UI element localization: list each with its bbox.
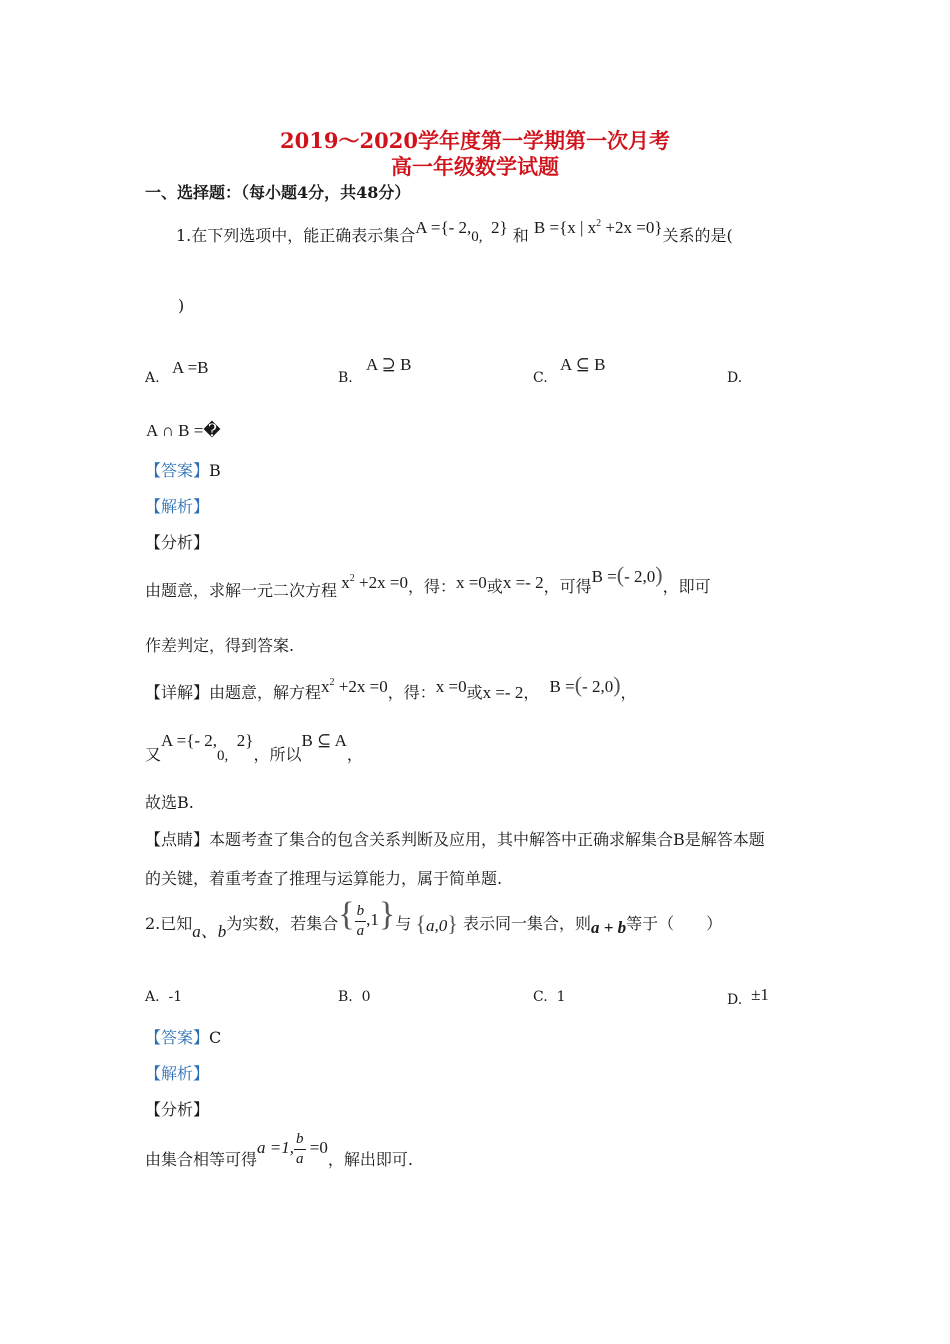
q2-variables: a、b	[192, 922, 227, 941]
page-title-line2: 高一年级数学试题	[391, 154, 559, 179]
q1-option-b-label: B.	[338, 370, 353, 386]
q2-option-a	[145, 989, 182, 1005]
option-label: D.	[727, 992, 743, 1008]
quadratic-equation	[321, 677, 388, 696]
answer-tag: 【答案】	[145, 1028, 210, 1047]
detail-text: ，得：	[387, 683, 436, 702]
q1-set-b	[534, 218, 663, 237]
comma: ，	[346, 745, 363, 764]
q1-conclusion: 故选B.	[145, 793, 194, 812]
q2-set1	[338, 896, 396, 939]
right-paren: )	[613, 672, 621, 697]
left-paren: (	[574, 672, 583, 697]
q1-answer	[145, 458, 221, 481]
fraction-denominator: a	[356, 922, 365, 939]
q1-close-paren: )	[178, 296, 185, 315]
condition-expression	[257, 1131, 328, 1167]
root-zero: x =0	[455, 573, 487, 592]
left-paren: (	[616, 562, 625, 587]
fenxi-text: 由集合相等可得	[145, 1150, 258, 1170]
option-label: A.	[145, 989, 160, 1005]
fenxi-text: ，可得	[543, 577, 592, 596]
set-a-part2: 0,	[217, 748, 229, 764]
fraction-denominator: a	[296, 1151, 304, 1167]
q1-stem	[176, 215, 733, 245]
analysis-tag: 【解析】	[145, 497, 210, 516]
or-text: 或	[466, 683, 483, 702]
q1-option-a-label: A.	[145, 370, 160, 386]
set-a-part3: 2}	[236, 731, 254, 750]
q1-set-a-part3: 2}	[491, 218, 508, 237]
q1-set-a-part1: A ={- 2,	[415, 218, 472, 237]
fenxi-text: ，即可	[662, 577, 711, 596]
q1-fenxi-line1	[145, 562, 711, 600]
right-brace: }	[447, 911, 458, 936]
q2-stem-text: 表示同一集合，则	[462, 914, 591, 933]
q2-set2	[411, 911, 458, 936]
q1-option-c-label: C.	[533, 370, 548, 386]
option-value: -1	[168, 989, 183, 1005]
root-neg-two: x =- 2	[482, 683, 524, 702]
left-brace: {	[415, 911, 427, 936]
suoyi-text: ，所以	[253, 745, 302, 764]
set-b-result	[591, 562, 663, 587]
fraction-b-over-a	[355, 904, 367, 939]
q2-stem-suffix: 等于（ ）	[626, 914, 723, 933]
q1-option-d-math: A ∩ B =�	[146, 421, 221, 440]
answer-value: C	[209, 1028, 222, 1047]
q1-option-a-math: A =B	[172, 358, 209, 377]
set-b-result	[549, 672, 621, 697]
q1-stem-prefix: 1.在下列选项中，能正确表示集合	[176, 226, 416, 245]
set-b-lhs: B =	[549, 677, 575, 696]
q2-option-d	[727, 985, 769, 1009]
q1-set-b-sup: 2	[596, 218, 602, 229]
q1-dianjing-line2: 的关键，着重考查了推理与运算能力，属于简单题.	[145, 869, 503, 888]
section-heading: 一、选择题：（每小题4分，共48分）	[145, 183, 411, 202]
q1-stem-suffix: 关系的是(	[662, 226, 733, 245]
quadratic-equation	[337, 573, 408, 592]
eq-tail: +2x =0	[359, 573, 408, 592]
detail-tag: 【详解】	[145, 683, 210, 702]
option-label: B.	[338, 989, 353, 1005]
q2-answer	[145, 1025, 221, 1048]
fenxi-text: ，得：	[407, 577, 456, 596]
subset-relation: B ⊆ A	[301, 731, 347, 750]
q1-set-a-part2: 0,	[471, 229, 483, 245]
comma: ，	[620, 683, 637, 702]
dianjing-text: 本题考查了集合的包含关系判断及应用，其中解答中正确求解集合B是解答本题	[209, 830, 765, 849]
q1-detail-line2	[145, 728, 363, 764]
root-neg-two: x =- 2	[502, 573, 544, 592]
option-value: 1	[556, 989, 566, 1005]
fraction-b-over-a	[294, 1132, 306, 1167]
option-value: 0	[361, 989, 371, 1005]
eq-x: x	[341, 573, 350, 592]
q1-option-b-math: A ⊇ B	[366, 355, 412, 374]
fenxi-text: ，解出即可.	[327, 1150, 413, 1170]
option-value: ±1	[751, 985, 769, 1004]
q2-stem	[145, 896, 723, 945]
eq-x: x	[321, 677, 330, 696]
comma: ，	[523, 683, 540, 702]
eq-sup: 2	[329, 677, 335, 688]
q1-fenxi-line2: 作差判定，得到答案.	[145, 636, 295, 655]
q2-option-c	[533, 989, 566, 1005]
q2-stem-prefix: 2.已知	[145, 914, 193, 933]
fraction-numerator: b	[294, 1132, 306, 1150]
q1-conj: 和	[512, 226, 529, 245]
page-title-line1: 2019～2020学年度第一学期第一次月考	[280, 128, 670, 153]
left-brace: {	[338, 896, 355, 933]
q1-set-b-tail: +2x =0}	[605, 218, 663, 237]
fenxi-tag: 【分析】	[145, 1100, 210, 1119]
analysis-tag: 【解析】	[145, 1064, 210, 1083]
set2-inner: a,0	[426, 916, 448, 935]
fenxi-tag: 【分析】	[145, 533, 210, 552]
dianjing-tag: 【点睛】	[145, 830, 210, 849]
cond-a: a =1,	[257, 1138, 294, 1158]
q1-dianjing-line1	[145, 827, 765, 850]
fenxi-text: 由题意，求解一元二次方程	[145, 581, 338, 600]
fraction-numerator: b	[355, 904, 367, 922]
set1-tail: ,1	[366, 910, 379, 929]
q2-conj: 与	[395, 914, 412, 933]
option-label: C.	[533, 989, 548, 1005]
you-text: 又	[145, 745, 162, 764]
q2-sum-expression: a + b	[590, 918, 627, 937]
right-brace: }	[378, 896, 396, 933]
q1-detail-line1	[145, 672, 637, 702]
right-paren: )	[655, 562, 663, 587]
set-a	[161, 731, 254, 764]
eq-tail: +2x =0	[338, 677, 388, 696]
answer-value: B	[209, 461, 221, 480]
q2-stem-text: 为实数，若集合	[226, 914, 339, 933]
root-zero: x =0	[435, 677, 467, 696]
q2-fenxi-line	[145, 1131, 413, 1170]
answer-tag: 【答案】	[145, 461, 210, 480]
set-b-lhs: B =	[591, 567, 617, 586]
q1-option-c-math: A ⊆ B	[560, 355, 606, 374]
set-b-inner: - 2,0	[624, 567, 656, 586]
q1-set-b-head: B ={x | x	[533, 218, 597, 237]
set-b-inner: - 2,0	[582, 677, 614, 696]
q1-set-a	[415, 218, 508, 245]
q1-option-d-label: D.	[727, 370, 743, 386]
detail-text: 由题意，解方程	[209, 683, 322, 702]
eq-sup: 2	[349, 573, 355, 584]
or-text: 或	[486, 577, 503, 596]
q2-option-b	[338, 989, 371, 1005]
cond-tail: =0	[309, 1138, 328, 1158]
set-a-part1: A ={- 2,	[161, 731, 218, 750]
